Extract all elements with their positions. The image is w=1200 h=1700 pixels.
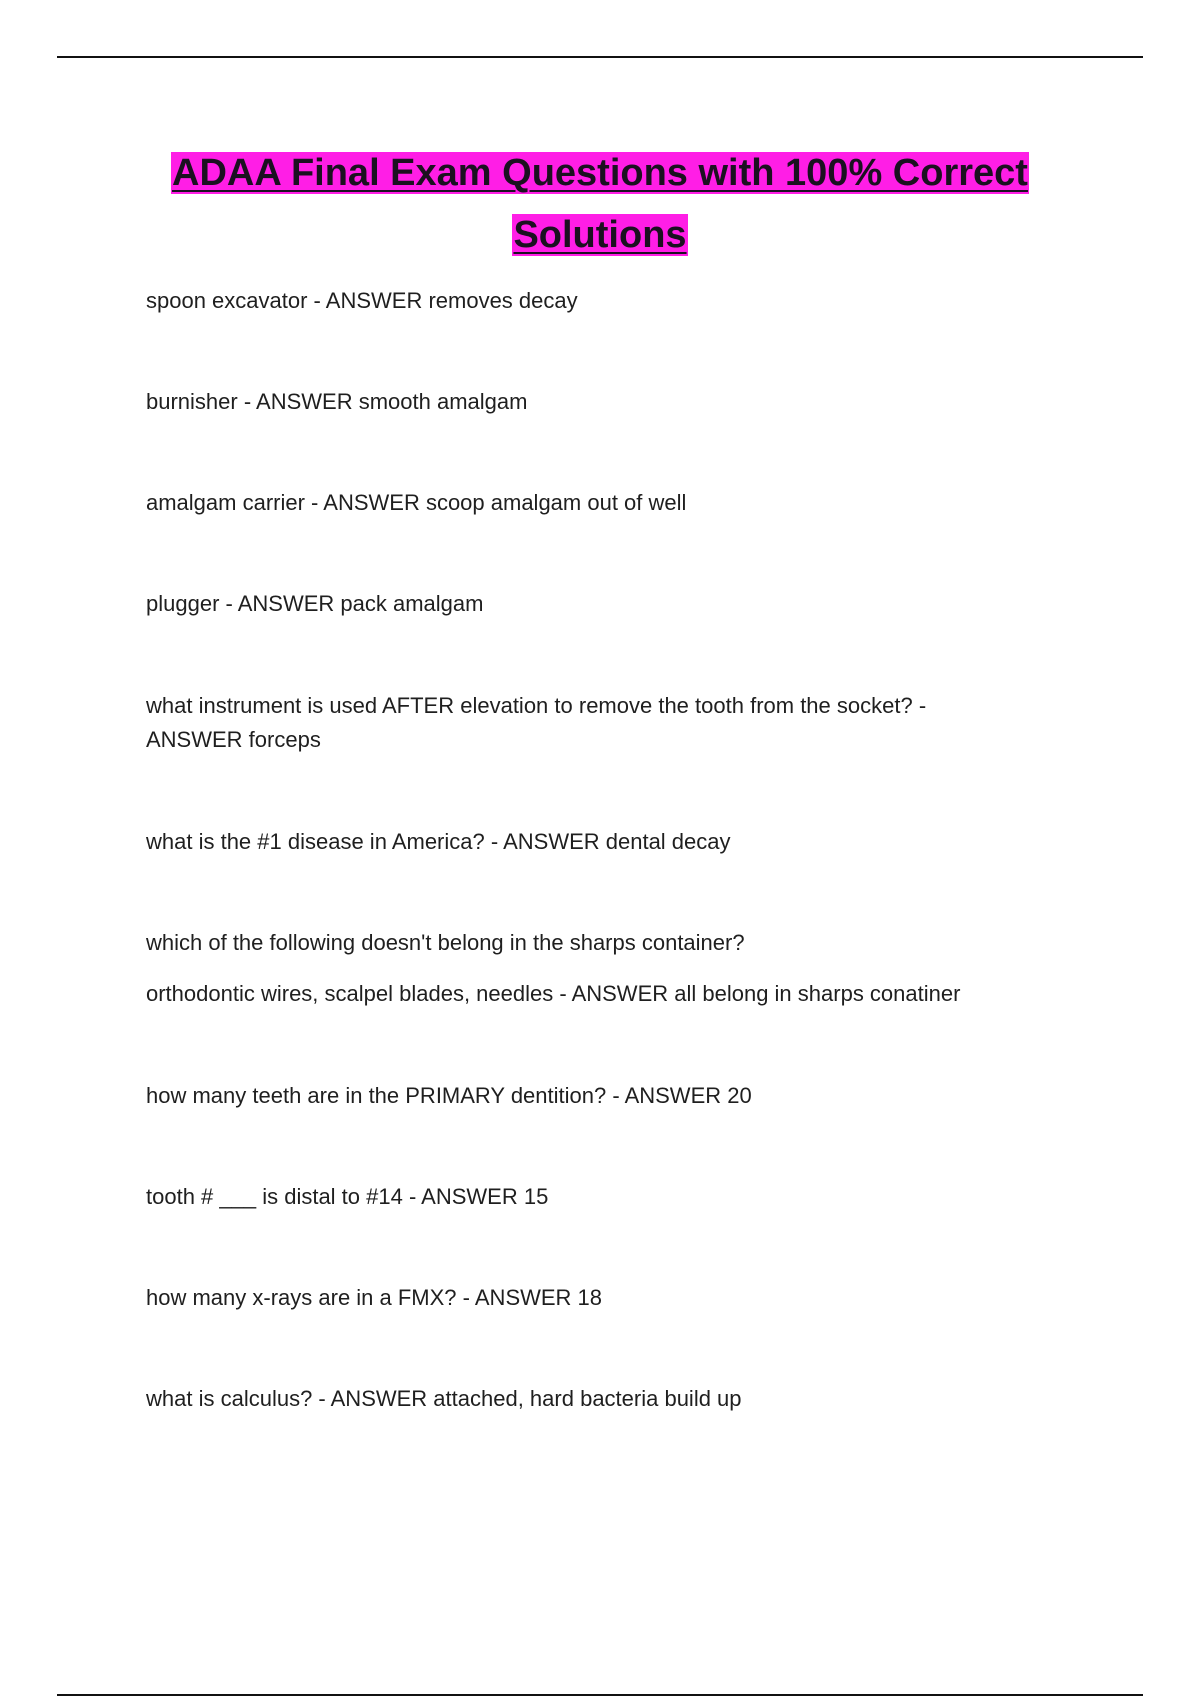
- qa-item: [146, 1079, 1046, 1113]
- qa-line: ANSWER forceps: [146, 727, 321, 752]
- qa-line: plugger - ANSWER pack amalgam: [146, 591, 484, 616]
- qa-line: which of the following doesn't belong in the sharps container?: [146, 930, 745, 955]
- qa-line: orthodontic wires, scalpel blades, needles - ANSWER all belong in sharps conatiner: [146, 981, 961, 1006]
- qa-line: what is calculus? - ANSWER attached, hard bacteria build up: [146, 1386, 742, 1411]
- qa-line: burnisher - ANSWER smooth amalgam: [146, 389, 528, 414]
- qa-item: [146, 1180, 1046, 1214]
- page-title-line-1: ADAA Final Exam Questions with 100% Correct: [172, 152, 1028, 194]
- qa-item: [146, 825, 1046, 859]
- qa-line: spoon excavator - ANSWER removes decay: [146, 288, 578, 313]
- qa-item: [146, 587, 1046, 621]
- qa-item: [146, 385, 1046, 419]
- qa-line: tooth # ___ is distal to #14 - ANSWER 15: [146, 1184, 549, 1209]
- qa-item: [146, 1382, 1046, 1416]
- page-title: [100, 142, 1100, 266]
- qa-item: [146, 926, 1046, 1011]
- qa-line: what instrument is used AFTER elevation to remove the tooth from the socket? -: [146, 693, 927, 718]
- qa-line: how many x-rays are in a FMX? - ANSWER 18: [146, 1285, 603, 1310]
- qa-line: amalgam carrier - ANSWER scoop amalgam out of well: [146, 490, 687, 515]
- qa-item: [146, 689, 1046, 757]
- footer-rule: [57, 1694, 1143, 1696]
- page-title-line-2: Solutions: [513, 214, 687, 256]
- qa-line: what is the #1 disease in America? - ANSWER dental decay: [146, 829, 731, 854]
- qa-line: how many teeth are in the PRIMARY dentition? - ANSWER 20: [146, 1083, 752, 1108]
- qa-item: [146, 1281, 1046, 1315]
- qa-item: [146, 486, 1046, 520]
- qa-item: [146, 284, 1046, 318]
- header-rule: [57, 56, 1143, 58]
